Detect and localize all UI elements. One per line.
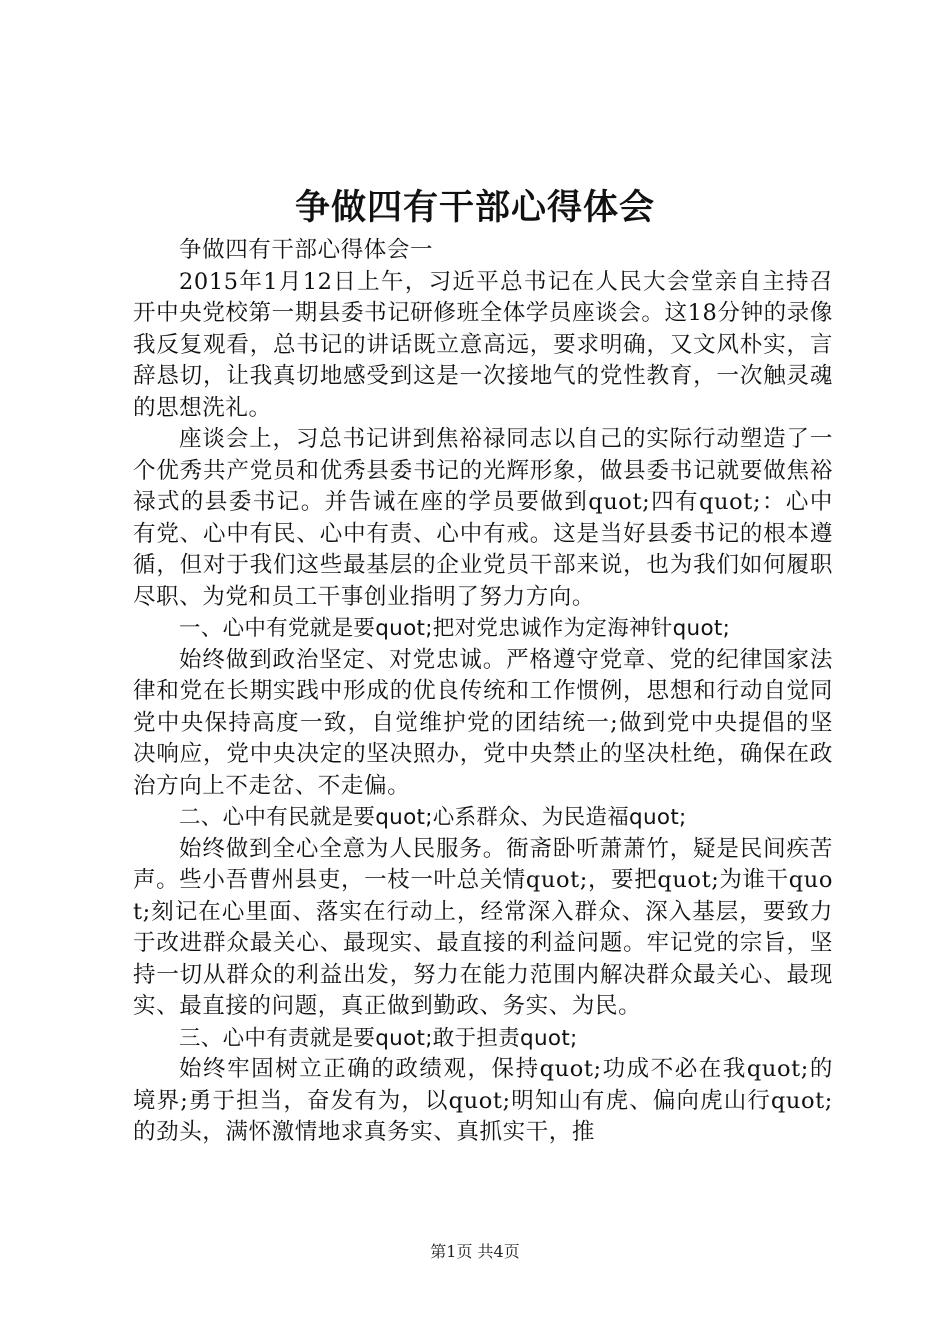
page-footer xyxy=(0,1240,950,1264)
paragraph: 座谈会上，习总书记讲到焦裕禄同志以自己的实际行动塑造了一个优秀共产党员和优秀县委书记的光辉形象，做县委书记就要做焦裕禄式的县委书记。并告诫在座的学员要做到quot;四有quot;：心中有党、心中有民、心中有责、心中有戒。这是当好县委书记的根本遵循，但对于我们这些最基层的企业党员干部来说，也为我们如何履职尽职、为党和员工干事创业指明了努力方向。 xyxy=(133,426,833,610)
paragraph: 2015年1月12日上午，习近平总书记在人民大会堂亲自主持召开中央党校第一期县委书记研修班全体学员座谈会。这18分钟的录像我反复观看，总书记的讲话既立意高远，要求明确，又文风朴实，言辞恳切，让我真切地感受到这是一次接地气的党性教育，一次触灵魂的思想洗礼。 xyxy=(133,268,833,421)
document-body xyxy=(133,235,833,1149)
section-paragraph: 始终做到政治坚定、对党忠诚。严格遵守党章、党的纪律国家法律和党在长期实践中形成的优良传统和工作惯例，思想和行动自觉同党中央保持高度一致，自觉维护党的团结统一;做到党中央提倡的坚决响应，党中央决定的坚决照办，党中央禁止的坚决杜绝，确保在政治方向上不走岔、不走偏。 xyxy=(133,646,833,799)
document-title: 争做四有干部心得体会 xyxy=(294,188,655,228)
section-heading: 二、心中有民就是要quot;心系群众、为民造福quot; xyxy=(179,805,687,830)
section-paragraph: 始终牢固树立正确的政绩观，保持quot;功成不必在我quot;的境界;勇于担当，奋发有为，以quot;明知山有虎、偏向虎山行quot;的劲头，满怀激情地求真务实、真抓实干，推 xyxy=(133,1056,833,1145)
intro-subtitle: 争做四有干部心得体会一 xyxy=(179,237,434,263)
section-heading: 一、心中有党就是要quot;把对党忠诚作为定海神针quot; xyxy=(179,616,731,641)
section-paragraph: 始终做到全心全意为人民服务。衙斋卧听萧萧竹，疑是民间疾苦声。些小吾曹州县吏，一枝一叶总关情quot;，要把quot;为谁干quot;刻记在心里面、落实在行动上，经常深入群众、深入基层，要致力于改进群众最关心、最现实、最直接的利益问题。牢记党的宗旨，坚持一切从群众的利益出发，努力在能力范围内解决群众最关心、最现实、最直接的问题，真正做到勤政、务实、为民。 xyxy=(133,835,833,1019)
section-heading: 三、心中有责就是要quot;敢于担责quot; xyxy=(179,1025,578,1051)
page-number-label: 第1页 共4页 xyxy=(430,1242,520,1261)
